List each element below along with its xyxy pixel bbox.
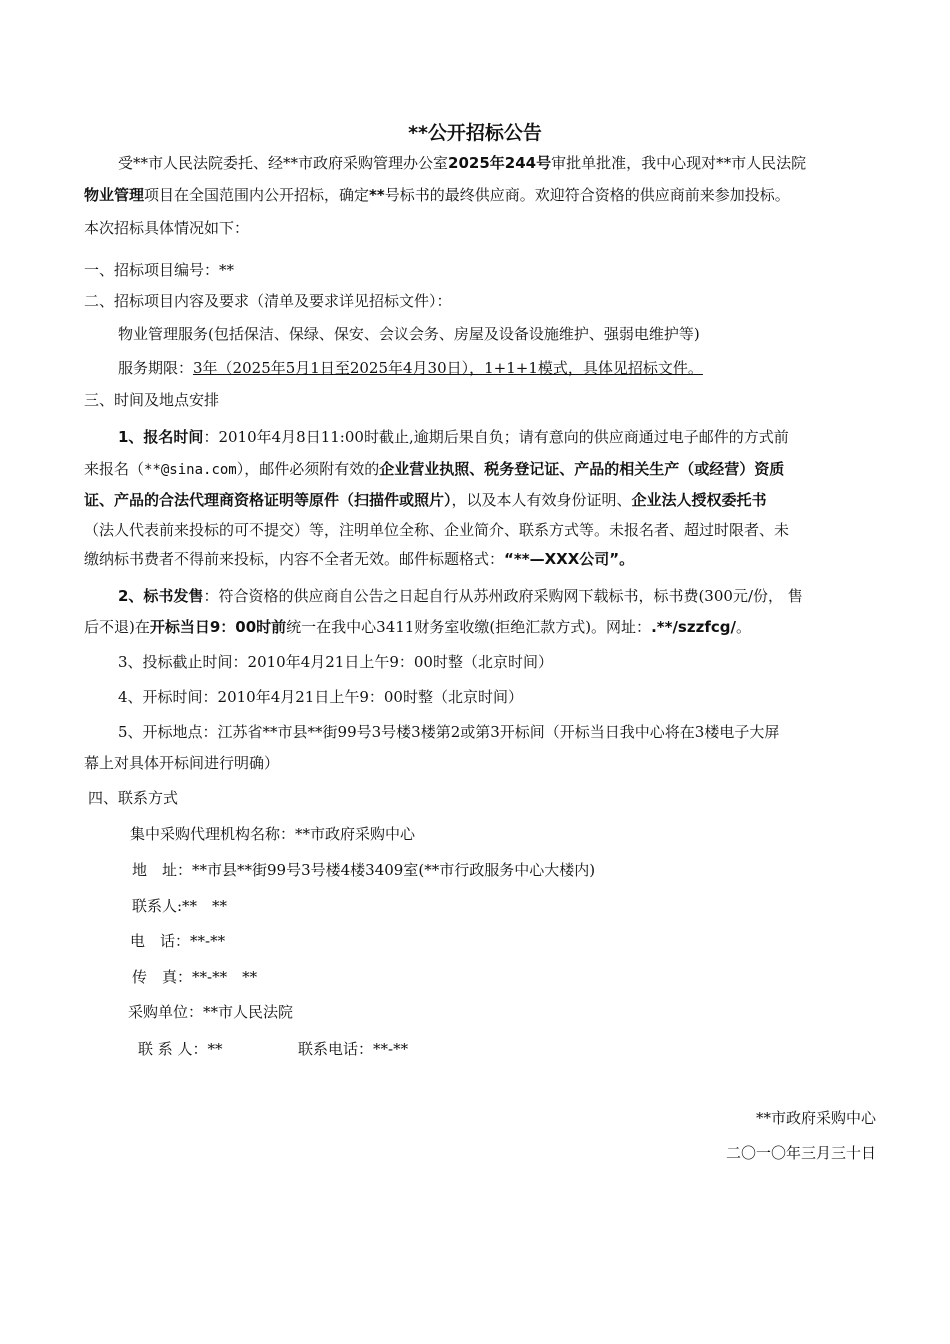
item-1-line-4: （法人代表前来投标的可不提交）等，注明单位全称、企业简介、联系方式等。未报名者、超过时限者、未 — [84, 521, 790, 539]
item-2-line-1: 2、标书发售：符合资格的供应商自公告之日起自行从苏州政府采购网下载标书，标书费(300元/份， 售 — [118, 587, 803, 605]
page-title: **公开招标公告 — [408, 122, 542, 144]
contact-person: 联系人:** ** — [132, 897, 228, 915]
contact-phone: 电 话：**-** — [130, 932, 226, 950]
section-1-project-number: 一、招标项目编号：** — [84, 261, 235, 279]
contact-address: 地 址：**市县**街99号3号楼4楼3409室(**市行政服务中心大楼内) — [132, 861, 596, 879]
contact-fax: 传 真：**-** ** — [132, 968, 258, 986]
intro-line-2: 物业管理项目在全国范围内公开招标，确定**号标书的最终供应商。欢迎符合资格的供应商前来参加投标。 — [84, 186, 790, 204]
section-2-term: 服务期限：3年（2025年5月1日至2025年4月30日），1+1+1模式，具体见招标文件。 — [118, 359, 703, 377]
item-5-line-1: 5、开标地点：江苏省**市县**街99号3号楼3楼第2或第3开标间（开标当日我中心将在3楼电子大屏 — [118, 723, 780, 741]
signature-date: 二〇一〇年三月三十日 — [725, 1144, 876, 1162]
email-address: **@sina.com — [144, 462, 237, 478]
item-1-line-1: 1、报名时间：2010年4月8日11:00时截止,逾期后果自负；请有意向的供应商通过电子邮件的方式前 — [118, 428, 789, 446]
item-1-line-3: 证、产品的合法代理商资格证明等原件（扫描件或照片），以及本人有效身份证明、企业法人授权委托书 — [84, 491, 767, 509]
item-4-opening-time: 4、开标时间：2010年4月21日上午9：00时整（北京时间） — [118, 688, 523, 706]
section-3-heading: 三、时间及地点安排 — [84, 391, 220, 409]
buyer-contact-phone: 联系电话：**-** — [298, 1040, 409, 1058]
contact-agency: 集中采购代理机构名称：**市政府采购中心 — [130, 825, 416, 843]
section-2-content: 物业管理服务(包括保洁、保绿、保安、会议会务、房屋及设备设施维护、强弱电维护等) — [118, 325, 700, 343]
website-link[interactable]: .**/szzfcg/ — [651, 618, 736, 636]
buyer-unit: 采购单位：**市人民法院 — [128, 1003, 294, 1021]
buyer-contact-person: 联 系 人：** — [138, 1040, 223, 1058]
item-1-line-5: 缴纳标书费者不得前来投标，内容不全者无效。邮件标题格式：“**—XXX公司”。 — [84, 550, 635, 568]
item-3-bid-deadline: 3、投标截止时间：2010年4月21日上午9：00时整（北京时间） — [118, 653, 553, 671]
intro-line-3: 本次招标具体情况如下： — [84, 219, 250, 237]
signature-org: **市政府采购中心 — [755, 1109, 876, 1127]
intro-line-1: 受**市人民法院委托、经**市政府采购管理办公室2025年244号审批单批准，我中心现对**市人民法院 — [118, 154, 807, 172]
section-4-heading: 四、联系方式 — [88, 789, 179, 807]
section-2-heading: 二、招标项目内容及要求（清单及要求详见招标文件）： — [84, 292, 452, 310]
item-1-line-2: 来报名（**@sina.com），邮件必须附有效的企业营业执照、税务登记证、产品的相关生产（或经营）资质 — [84, 460, 785, 478]
item-5-line-2: 幕上对具体开标间进行明确） — [84, 754, 280, 772]
item-2-line-2: 后不退)在开标当日9：00时前统一在我中心3411财务室收缴(拒绝汇款方式)。网址：.**/szzfcg/。 — [84, 618, 751, 636]
